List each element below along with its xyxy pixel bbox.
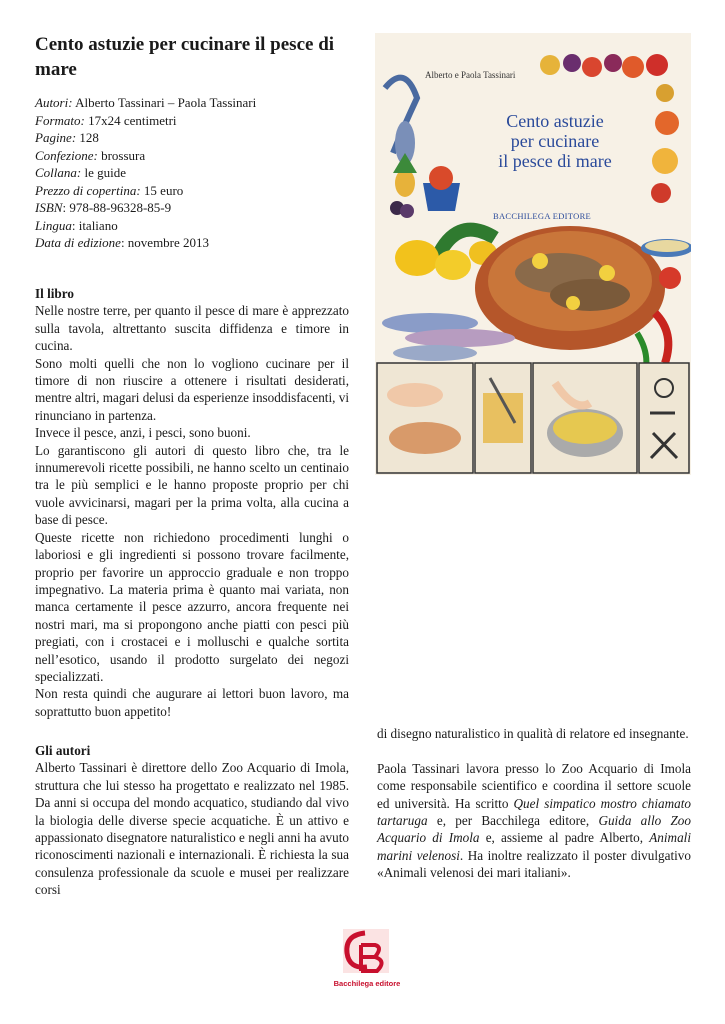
book-metadata	[35, 94, 365, 252]
cover-publisher: BACCHILEGA EDITORE	[493, 211, 592, 221]
author-bio-paola: Paola Tassinari lavora presso lo Zoo Acquario di Imola come responsabile scientifico e coordina il settore scuole ed università. Ha scritto Quel simpatico mostro chiamato tartaruga e, per Bacchilega editore, Guida allo Zoo Acquario di Imola e, assieme al padre Alberto, Animali marini velenosi. Ha inoltre realizzato il poster divulgativo «Animali velenosi dei mari italiani».	[377, 760, 691, 881]
meta-row: Confezione: brossura	[35, 147, 146, 163]
book-description	[35, 285, 349, 720]
meta-row: Data di edizione: novembre 2013	[35, 235, 210, 250]
publisher-logo-caption: Bacchilega editore	[333, 979, 401, 988]
meta-row: Pagine: 128	[35, 130, 99, 145]
meta-row: Lingua: italiano	[35, 217, 118, 233]
author-bio-alberto-continued: di disegno naturalistico in qualità di relatore ed insegnante.	[377, 726, 689, 741]
author-bio-alberto: Alberto Tassinari è direttore dello Zoo Acquario di Imola, struttura che lui stesso ha progettato e realizzato nel 1985. Da anni si occupa del mondo acquatico, studiando dal vivo la biologia delle diverse specie acquatiche. È un attivo e appassionato disegnatore naturalistico e negli anni ha avuto riconoscimenti nazionali e internazionali. È richiesta la sua consulenza professionale da scuole e musei per realizzare corsi	[35, 760, 349, 898]
paragraph: Non resta quindi che augurare ai lettori buon lavoro, ma soprattutto buon appetito!	[35, 686, 349, 719]
book-cover-image	[375, 33, 691, 475]
paragraph: Queste ricette non richiedono procedimenti lunghi o laboriosi e gli ingredienti si possono trovare facilmente, proprio per favorire un approccio graduale e non troppo impegnativo. La materia prima è quanto mai variata, non manca certamente il pesce azzurro, ancora frequente nei nostri mari, ma si propongono anche piatti con pesci più pregiati, con i crostacei e i molluschi e qualche sortita nell’esotico, usando il prodotto surgelato dei negozi specializzati.	[35, 529, 349, 684]
paragraph: Nelle nostre terre, per quanto il pesce di mare è apprezzato sulla tavola, altrettanto suscita diffidenza e timore in cucina.	[35, 303, 349, 354]
paragraph: Sono molti quelli che non lo vogliono cucinare per il timore di non riuscire a ottenere i risultati desiderati, mentre altri, magari delusi da esperienze insoddisfacenti, vi rinunciano in partenza.	[35, 355, 349, 423]
meta-row: Formato: 17x24 centimetri	[35, 112, 177, 128]
cover-authors: Alberto e Paola Tassinari	[425, 70, 516, 80]
publisher-logo-mark	[335, 925, 397, 979]
meta-row: Prezzo di copertina: 15 euro	[35, 182, 184, 198]
section-heading-authors: Gli autori	[35, 743, 91, 758]
cover-title: Cento astuzie per cucinare il pesce di mare	[498, 111, 612, 171]
authors-section	[35, 742, 349, 899]
section-heading-book: Il libro	[35, 286, 74, 301]
paragraph: Invece il pesce, anzi, i pesci, sono buoni.	[35, 425, 251, 441]
meta-row: ISBN: 978-88-96328-85-9	[35, 200, 172, 215]
meta-row: Collana: le guide	[35, 165, 126, 180]
authors-continued	[377, 725, 691, 882]
paragraph: Lo garantiscono gli autori di questo libro che, tra le innumerevoli ricette possibili, ne hanno scelto un centinaio tra le più semplici e le hanno proposte proprio per chi vuole avvicinarsi, magari per la prima volta, alla cucina a base di pesce.	[35, 442, 349, 528]
page-title: Cento astuzie per cucinare il pesce di mare	[35, 34, 335, 80]
meta-row: Autori: Alberto Tassinari – Paola Tassinari	[35, 95, 257, 110]
cover-illustration	[375, 33, 691, 475]
publisher-logo	[333, 925, 401, 993]
